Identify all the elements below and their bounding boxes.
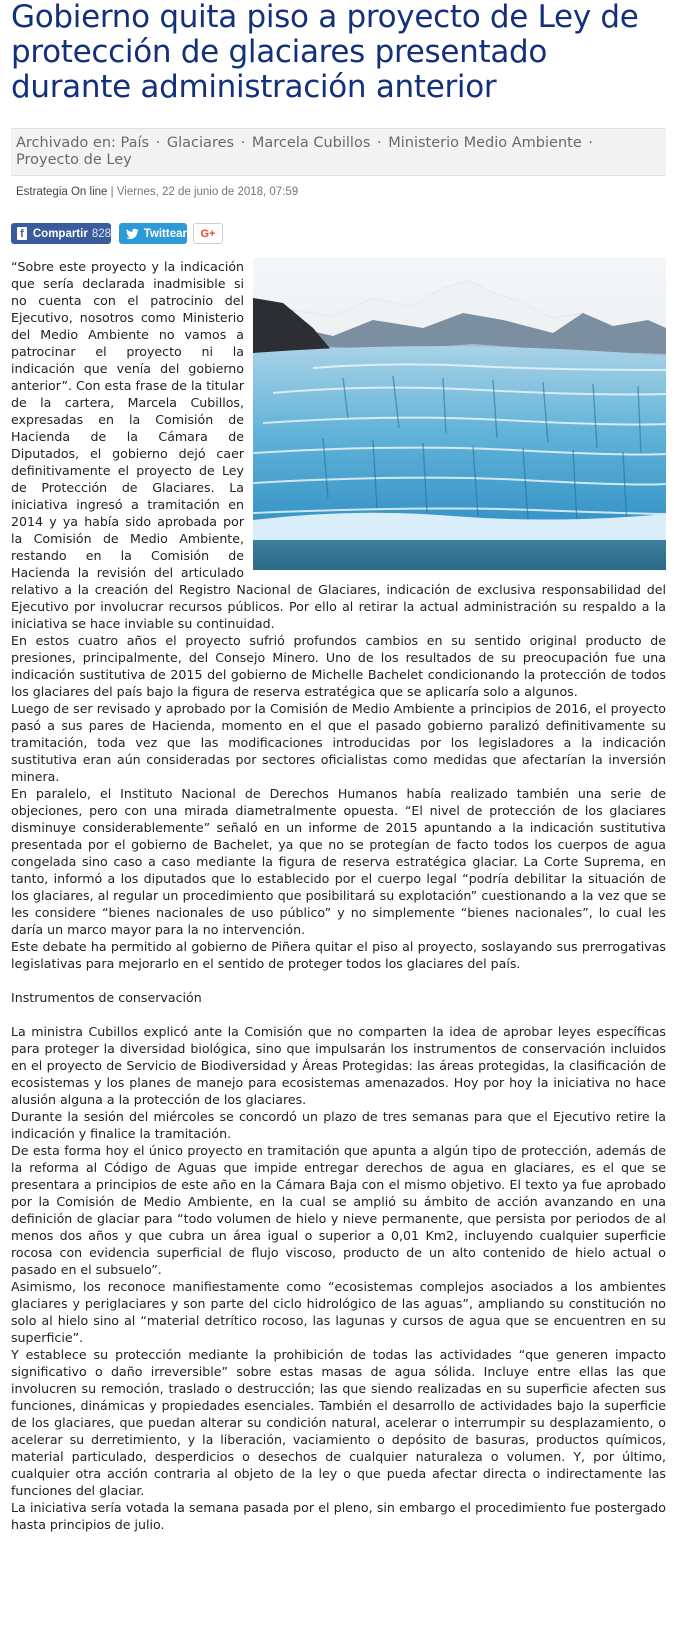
facebook-icon: f: [17, 227, 27, 240]
spacer: [11, 972, 666, 989]
article-paragraph: Durante la sesión del miércoles se concordó un plazo de tres semanas para que el Ejecutivo retire la indicación y finalice la tramitación.: [11, 1109, 666, 1141]
tag-separator: ·: [236, 135, 250, 151]
tag-separator: ·: [151, 135, 165, 151]
google-plus-share-button[interactable]: [193, 223, 223, 244]
article-paragraph: “Sobre este proyecto y la indicación que sería declarada inadmisible si no cuenta con el patrocinio del Ejecutivo, nosotros como Ministerio del Medio Ambiente no vamos a patrocinar el proyecto ni la indicación que venía del gobierno anterior”. Con esta frase de la titular de la cartera, Marcela Cubillos, expresadas en la Comisión de Hacienda de la Cámara de Diputados, el gobierno dejó caer definitivamente el proyecto de Ley de Protección de Glaciares. La iniciativa ingresó a tramitación en 2014 y ya había sido aprobada por la Comisión de Medio Ambiente, restando en la Comisión de Hacienda la revisión del articulado relativo a la creación del Registro Nacional de Glaciares, indicación de exclusiva responsabilidad del Ejecutivo por involucrar recursos públicos. Por ello al retirar la actual administración su respaldo a la iniciativa se hace inviable su continuidad.: [11, 259, 666, 631]
twitter-share-label: Twittear: [143, 227, 187, 240]
tag-separator: ·: [583, 135, 593, 151]
archived-tags-bar: [11, 128, 666, 176]
article-paragraph: Este debate ha permitido al gobierno de Piñera quitar el piso al proyecto, soslayando sus prerrogativas legislativas para mejorarlo en el sentido de proteger todos los glaciares del país.: [11, 939, 666, 971]
article-body: [11, 258, 666, 1533]
article-author: Estrategia On line: [16, 186, 108, 198]
spacer: [11, 1006, 666, 1023]
article-title: Gobierno quita piso a proyecto de Ley de protección de glaciares presentado durante administración anterior: [11, 0, 639, 105]
facebook-share-button[interactable]: [11, 223, 111, 244]
google-plus-label: G+: [200, 227, 216, 240]
byline-separator: |: [110, 186, 117, 198]
tag-link[interactable]: Marcela Cubillos: [251, 135, 371, 151]
article-paragraph: En estos cuatro años el proyecto sufrió profundos cambios en su sentido original producto de presiones, principalmente, del Consejo Minero. Uno de los resultados de su preocupación fue una indicación sustitutiva de 2015 del gobierno de Michelle Bachelet condicionando la protección de todos los glaciares del país bajo la figura de reserva estratégica que se aplicaría solo a algunos.: [11, 633, 666, 699]
tag-link[interactable]: Proyecto de Ley: [16, 152, 132, 168]
twitter-icon: [126, 228, 139, 240]
tag-link[interactable]: País: [120, 135, 150, 151]
tag-separator: ·: [372, 135, 387, 151]
article-paragraph: La iniciativa sería votada la semana pasada por el pleno, sin embargo el procedimiento fue postergado hasta principios de julio.: [11, 1500, 666, 1532]
glacier-photo: [253, 258, 666, 570]
tag-link[interactable]: Glaciares: [166, 135, 235, 151]
section-subheading: Instrumentos de conservación: [11, 990, 202, 1005]
glacier-image: [253, 258, 666, 570]
byline: [16, 186, 656, 198]
tag-link[interactable]: Ministerio Medio Ambiente: [388, 135, 582, 151]
facebook-share-label: Compartir: [32, 227, 88, 240]
article-date: Viernes, 22 de junio de 2018, 07:59: [116, 186, 299, 198]
article-paragraph: Luego de ser revisado y aprobado por la Comisión de Medio Ambiente a principios de 2016, el proyecto pasó a sus pares de Hacienda, momento en el que el pasado gobierno paralizó definitivamente su tramitación, toda vez que las modificaciones introducidas por los legisladores a la indicación sustitutiva eran aún consideradas por sectores oficialistas como medidas que afectarían la inversión minera.: [11, 701, 666, 784]
article-paragraph: En paralelo, el Instituto Nacional de Derechos Humanos había realizado también una serie de objeciones, pero con una mirada diametralmente opuesta. “El nivel de protección de los glaciares disminuye considerablemente” señaló en un informe de 2015 apuntando a la indicación sustitutiva presentada por el gobierno de Bachelet, ya que no se protegían de facto todos los cuerpos de agua congelada sino caso a caso mediante la figura de reserva estratégica glaciar. La Corte Suprema, en tanto, informó a los diputados que lo establecido por el cuerpo legal “podría debilitar la situación de los glaciares, al regular un procedimiento que posibilitará su explotación” cuestionando a la vez que se les considere “bienes nacionales de uso público” y no simplemente “bienes nacionales”, lo cual les daría un marco mayor para la no intervención.: [11, 786, 666, 937]
facebook-share-count: 828: [91, 227, 111, 240]
article-paragraph: De esta forma hoy el único proyecto en tramitación que apunta a algún tipo de protección, además de la reforma al Código de Aguas que impide entregar derechos de agua en glaciares, es el que se presentara a principios de este año en la Cámara Baja con el mismo objetivo. El texto ya fue aprobado por la Comisión de Medio Ambiente, en la cual se amplió su ámbito de acción avanzando en una definición de glaciar para “todo volumen de hielo y nieve permanente, que persista por periodos de al menos dos años y que cubra un área igual o superior a 0,01 Km2, incluyendo cualquier superficie rocosa con evidencia superficial de flujo viscoso, producto de un alto contenido de hielo actual o pasado en el subsuelo”.: [11, 1143, 666, 1277]
article-paragraph: La ministra Cubillos explicó ante la Comisión que no comparten la idea de aprobar leyes específicas para proteger la diversidad biológica, sino que impulsarán los instrumentos de conservación incluidos en el proyecto de Servicio de Biodiversidad y Áreas Protegidas: las áreas protegidas, la clasificación de ecosistemas y los planes de manejo para ecosistemas amenazados. Hoy por hoy la iniciativa no hace alusión alguna a la protección de los glaciares.: [11, 1024, 666, 1107]
twitter-share-button[interactable]: [119, 223, 187, 244]
archived-label: Archivado en:: [16, 135, 116, 151]
article-paragraph: Asimismo, los reconoce manifiestamente como “ecosistemas complejos asociados a los ambientes glaciares y periglaciares y son parte del ciclo hidrológico de las aguas”, ampliando su constitución no solo al hielo sino al “material detrítico rocoso, las lagunas y cursos de agua que se encuentren en su superficie”.: [11, 1279, 666, 1345]
article-paragraph: Y establece su protección mediante la prohibición de todas las actividades “que generen impacto significativo o daño irreversible” sobre estas masas de agua sólida. Incluye entre ellas las que involucren su remoción, traslado o destrucción; las que siendo realizadas en su superficie afecten sus funciones, dinámicas y propiedades esenciales. También el desarrollo de actividades bajo la superficie de los glaciares, que puedan alterar su condición natural, acelerar o interrumpir su desplazamiento, o acelerar su derretimiento, y la liberación, vaciamiento o depósito de basuras, productos químicos, material particulado, desperdicios o desechos de cualquier naturaleza o volumen. Y, por último, cualquier otra acción contraria al objeto de la ley o que pueda afectar directa o indirectamente las funciones del glaciar.: [11, 1347, 666, 1498]
